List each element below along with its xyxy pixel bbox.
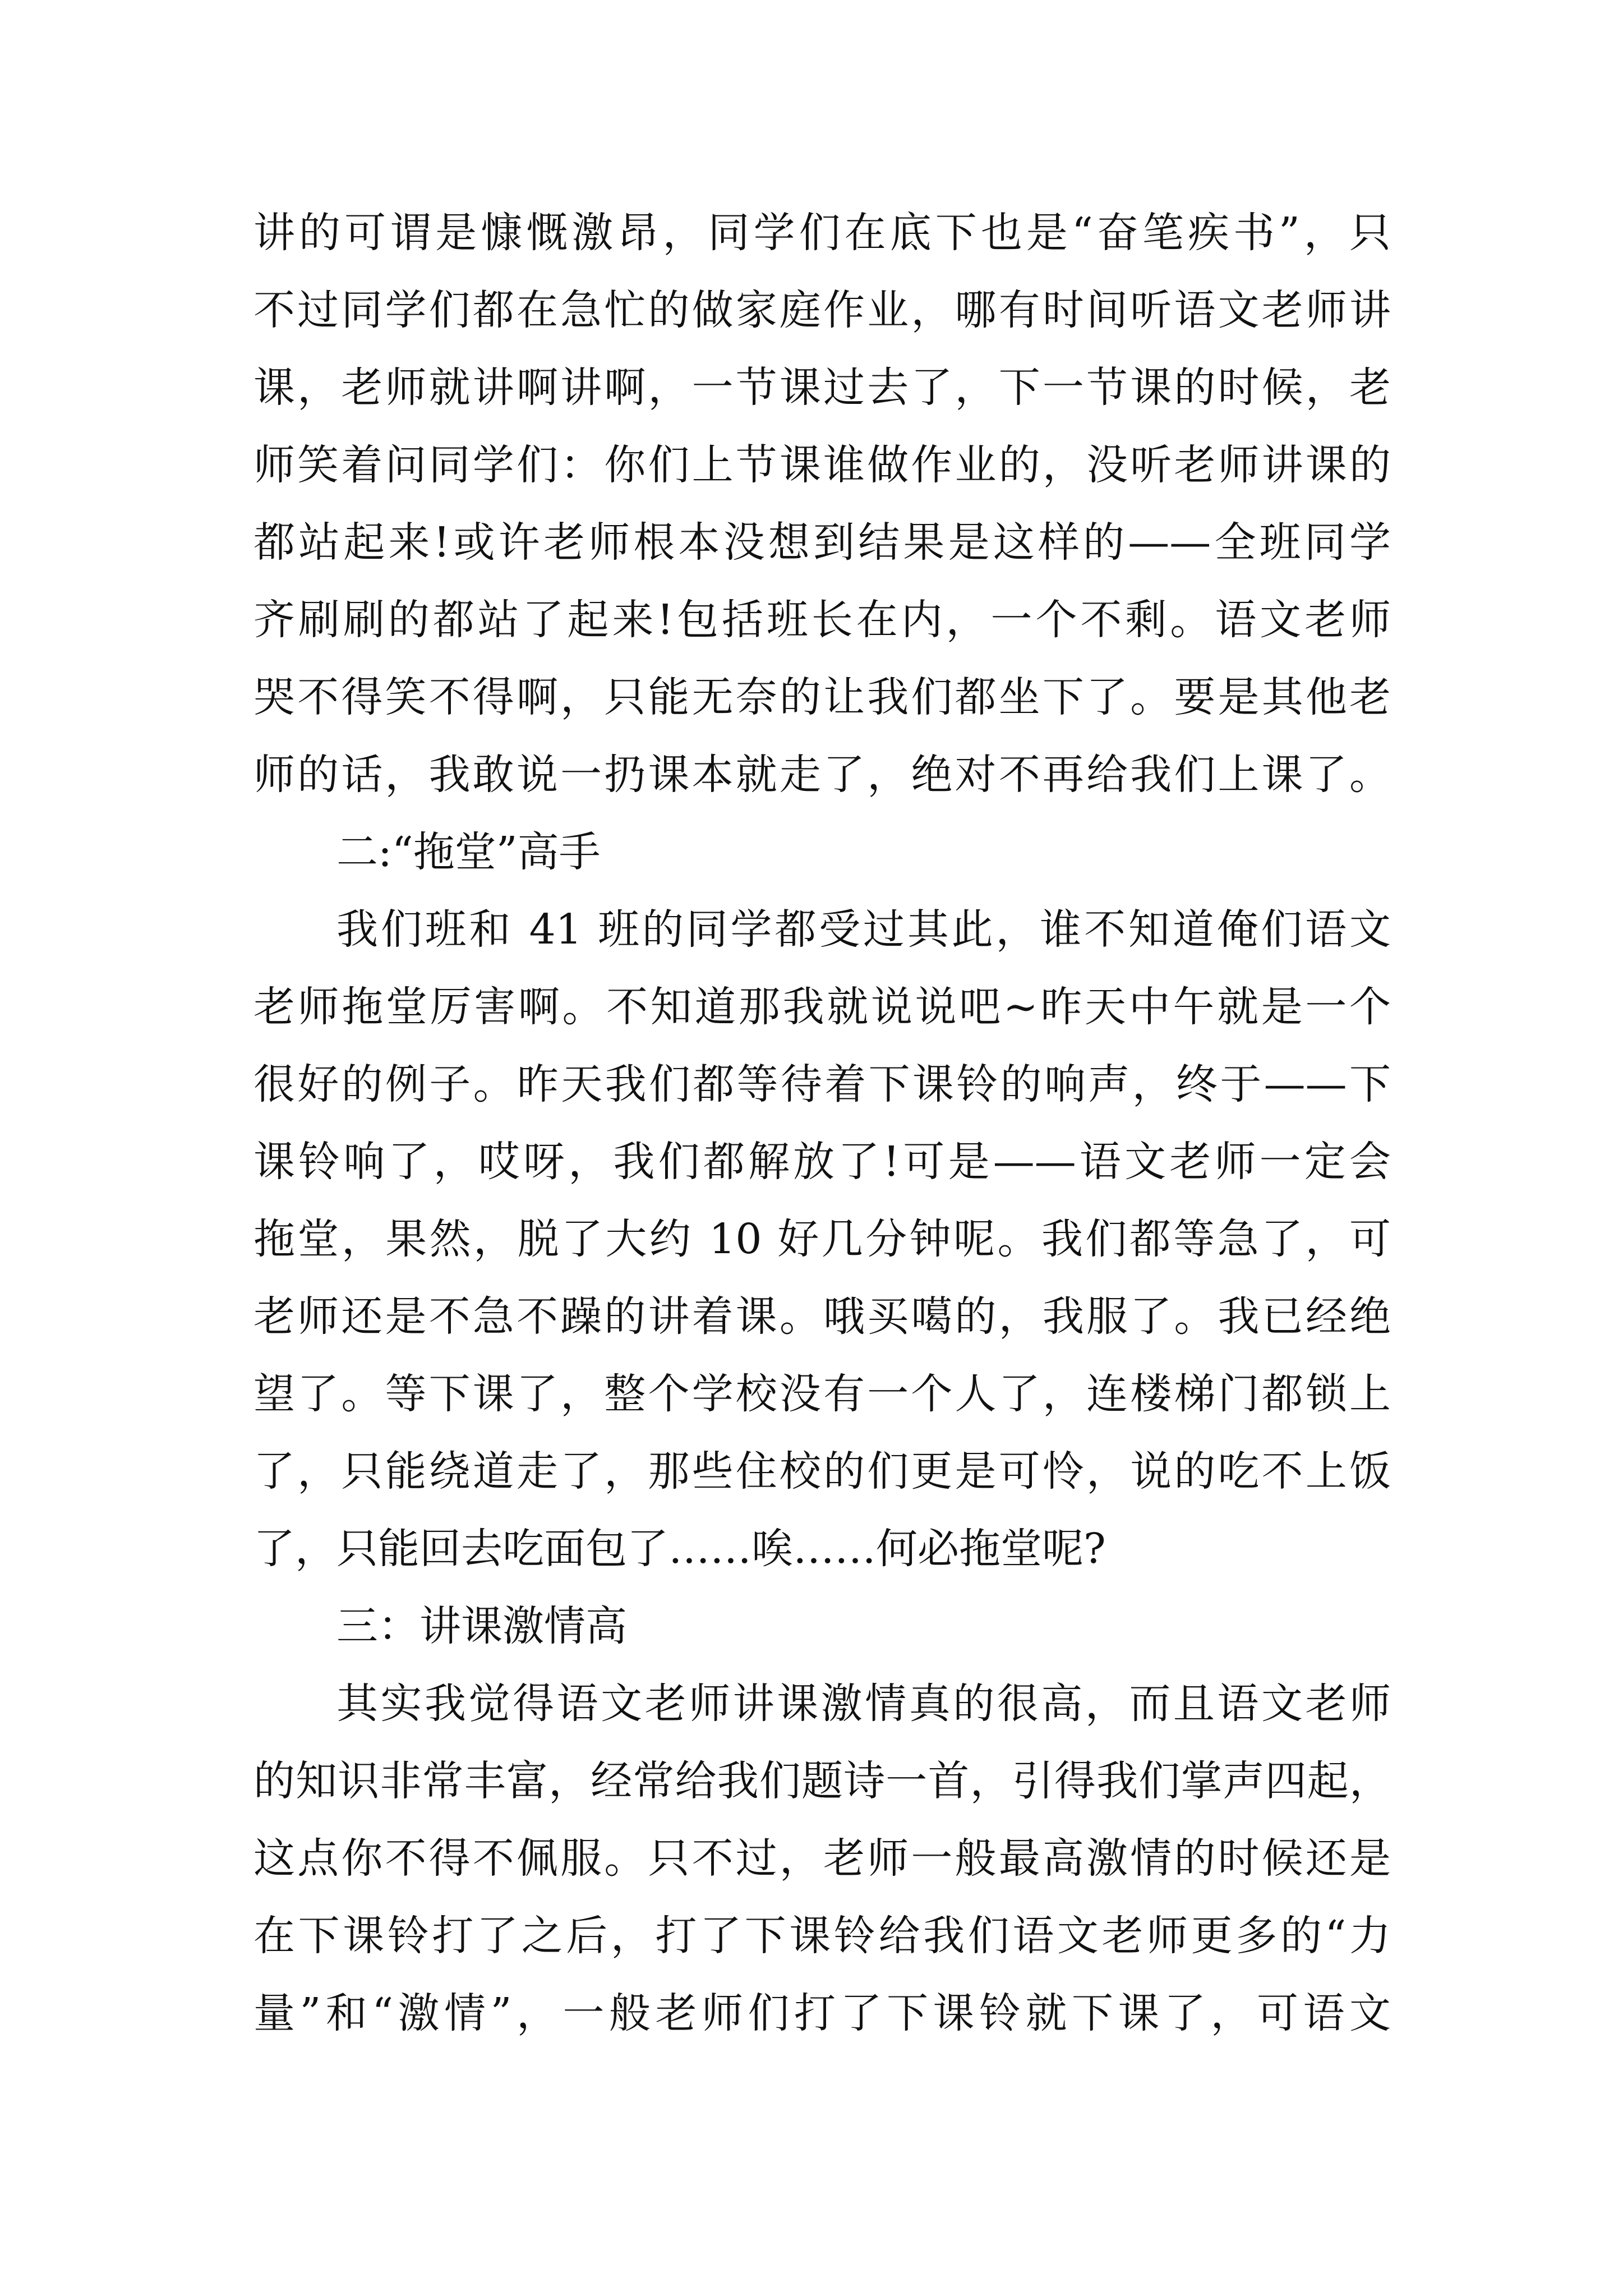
text-line: 老师还是不急不躁的讲着课。哦买噶的，我服了。我已经绝 [253,1292,1391,1341]
text-line: 讲的可谓是慷慨激昂，同学们在底下也是“奋笔疾书”，只 [253,209,1391,257]
text-line: 课铃响了，哎呀，我们都解放了!可是——语文老师一定会 [253,1138,1391,1186]
text-line: 的知识非常丰富，经常给我们题诗一首，引得我们掌声四起， [253,1757,1391,1805]
text-line: 不过同学们都在急忙的做家庭作业，哪有时间听语文老师讲 [253,286,1391,334]
text-line: 课，老师就讲啊讲啊，一节课过去了，下一节课的时候，老 [253,364,1391,412]
document-body [253,194,1391,2052]
text-line: 这点你不得不佩服。只不过，老师一般最高激情的时候还是 [253,1834,1391,1883]
text-line: 老师拖堂厉害啊。不知道那我就说说吧~昨天中午就是一个 [253,983,1391,1031]
text-line: 很好的例子。昨天我们都等待着下课铃的响声，终于——下 [253,1060,1391,1108]
text-line: 望了。等下课了，整个学校没有一个人了，连楼梯门都锁上 [253,1370,1391,1418]
text-line: 了，只能绕道走了，那些住校的们更是可怜，说的吃不上饭 [253,1447,1391,1496]
paragraph-first-line: 其实我觉得语文老师讲课激情真的很高，而且语文老师 [336,1680,1391,1728]
text-line: 师笑着问同学们：你们上节课谁做作业的，没听老师讲课的 [253,441,1391,489]
text-line: 齐刷刷的都站了起来!包括班长在内，一个不剩。语文老师 [253,596,1391,644]
paragraph-last-line: 了，只能回去吃面包了……唉……何必拖堂呢? [253,1525,1106,1573]
text-line: 都站起来!或许老师根本没想到结果是这样的——全班同学 [253,518,1391,567]
text-line: 哭不得笑不得啊，只能无奈的让我们都坐下了。要是其他老 [253,673,1391,721]
text-line: 师的话，我敢说一扔课本就走了，绝对不再给我们上课了。 [253,751,1391,799]
paragraph-first-line: 我们班和 41 班的同学都受过其此，谁不知道俺们语文 [336,905,1391,954]
section-heading: 三：讲课激情高 [336,1602,627,1650]
section-heading: 二:“拖堂”高手 [336,828,601,876]
text-line: 量”和“激情”，一般老师们打了下课铃就下课了，可语文 [253,1989,1391,2037]
text-line: 拖堂，果然，脱了大约 10 好几分钟呢。我们都等急了，可 [253,1215,1391,1263]
text-line: 在下课铃打了之后，打了下课铃给我们语文老师更多的“力 [253,1912,1391,1960]
